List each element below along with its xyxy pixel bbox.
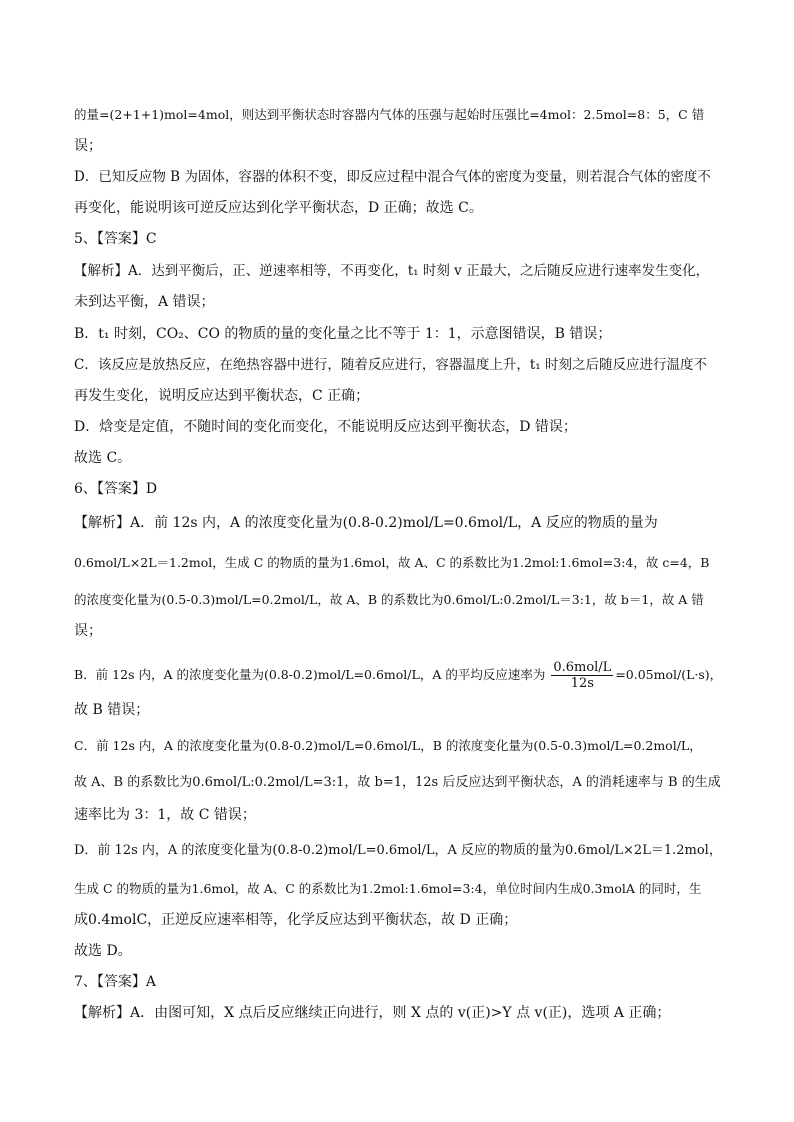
text-line: 速率比为 3：1，故 C 错误； [74, 807, 256, 823]
text-line: D．已知反应物 B 为固体，容器的体积不变，即反应过程中混合气体的密度为变量，则若混合气体的密度不 [74, 169, 711, 185]
text-line: C．该反应是放热反应，在绝热容器中进行，随着反应进行，容器温度上升，t₁ 时刻之后随反应进行温度不 [74, 357, 707, 373]
text-line: C．前 12s 内，A 的浓度变化量为(0.8-0.2)mol/L=0.6mol/L，B 的浓度变化量为(0.5-0.3)mol/L=0.2mol/L， [74, 738, 702, 753]
text-line: 【解析】A．由图可知，X 点后反应继续正向进行，则 X 点的 v(正)>Y 点 v(正)，选项 A 正确； [74, 1005, 671, 1021]
text-line: 再发生变化，说明反应达到平衡状态，C 正确； [74, 388, 370, 404]
text-line: 故 A、B 的系数比为0.6mol/L:0.2mol/L=3:1，故 b=1，12s 后反应达到平衡状态，A 的消耗速率与 B 的生成 [74, 775, 721, 790]
text-line: 误； [74, 623, 102, 639]
text-line: D．焓变是定值，不随时间的变化而变化，不能说明反应达到平衡状态，D 错误； [74, 419, 577, 435]
rate-fraction [551, 660, 613, 691]
text-line: 【解析】A．达到平衡后，正、逆速率相等，不再变化，t₁ 时刻 v 正最大，之后随反应进行速率发生变化， [74, 263, 710, 279]
text-line: 故选 C。 [74, 450, 132, 466]
answer-heading: 7、【答案】A [74, 974, 157, 990]
text-segment: B．前 12s 内，A 的浓度变化量为(0.8-0.2)mol/L=0.6mol/L，A 的平均反应速率为 [74, 667, 546, 682]
text-line: D．前 12s 内，A 的浓度变化量为(0.8-0.2)mol/L=0.6mol/L，A 反应的物质的量为0.6mol/L×2L＝1.2mol， [74, 843, 722, 858]
text-line: 误； [74, 138, 102, 154]
answer-heading: 5、【答案】C [74, 231, 157, 247]
text-line: 成0.4molC，正逆反应速率相等，化学反应达到平衡状态，故 D 正确； [74, 912, 518, 928]
text-line: 【解析】A．前 12s 内，A 的浓度变化量为(0.8-0.2)mol/L=0.6mol/L，A 反应的物质的量为 [74, 515, 658, 531]
answer-heading: 6、【答案】D [74, 481, 158, 497]
text-line: 故 B 错误； [74, 702, 150, 718]
text-line: 0.6mol/L×2L＝1.2mol，生成 C 的物质的量为1.6mol，故 A、C 的系数比为1.2mol:1.6mol=3:4，故 c=4，B [74, 555, 710, 570]
fraction-denominator: 12s [570, 676, 594, 691]
text-line: 再变化，能说明该可逆反应达到化学平衡状态，D 正确；故选 C。 [74, 200, 483, 216]
text-line: 故选 D。 [74, 943, 132, 959]
text-segment: =0.05mol/(L·s)， [615, 667, 723, 682]
text-line: 的浓度变化量为(0.5-0.3)mol/L=0.2mol/L，故 A、B 的系数比为0.6mol/L:0.2mol/L＝3:1，故 b＝1，故 A 错 [74, 592, 704, 607]
fraction-numerator: 0.6mol/L [553, 660, 612, 675]
text-line: 生成 C 的物质的量为1.6mol，故 A、C 的系数比为1.2mol:1.6mol=3:4，单位时间内生成0.3molA 的同时，生 [74, 881, 702, 896]
text-line: 未到达平衡，A 错误； [74, 294, 215, 310]
text-line: 的量=(2+1+1)mol=4mol，则达到平衡状态时容器内气体的压强与起始时压强比=4mol：2.5mol=8：5，C 错 [74, 107, 705, 122]
text-line-with-fraction [74, 660, 724, 691]
text-line: B．t₁ 时刻，CO₂、CO 的物质的量的变化量之比不等于 1：1，示意图错误，B 错误； [74, 326, 612, 342]
